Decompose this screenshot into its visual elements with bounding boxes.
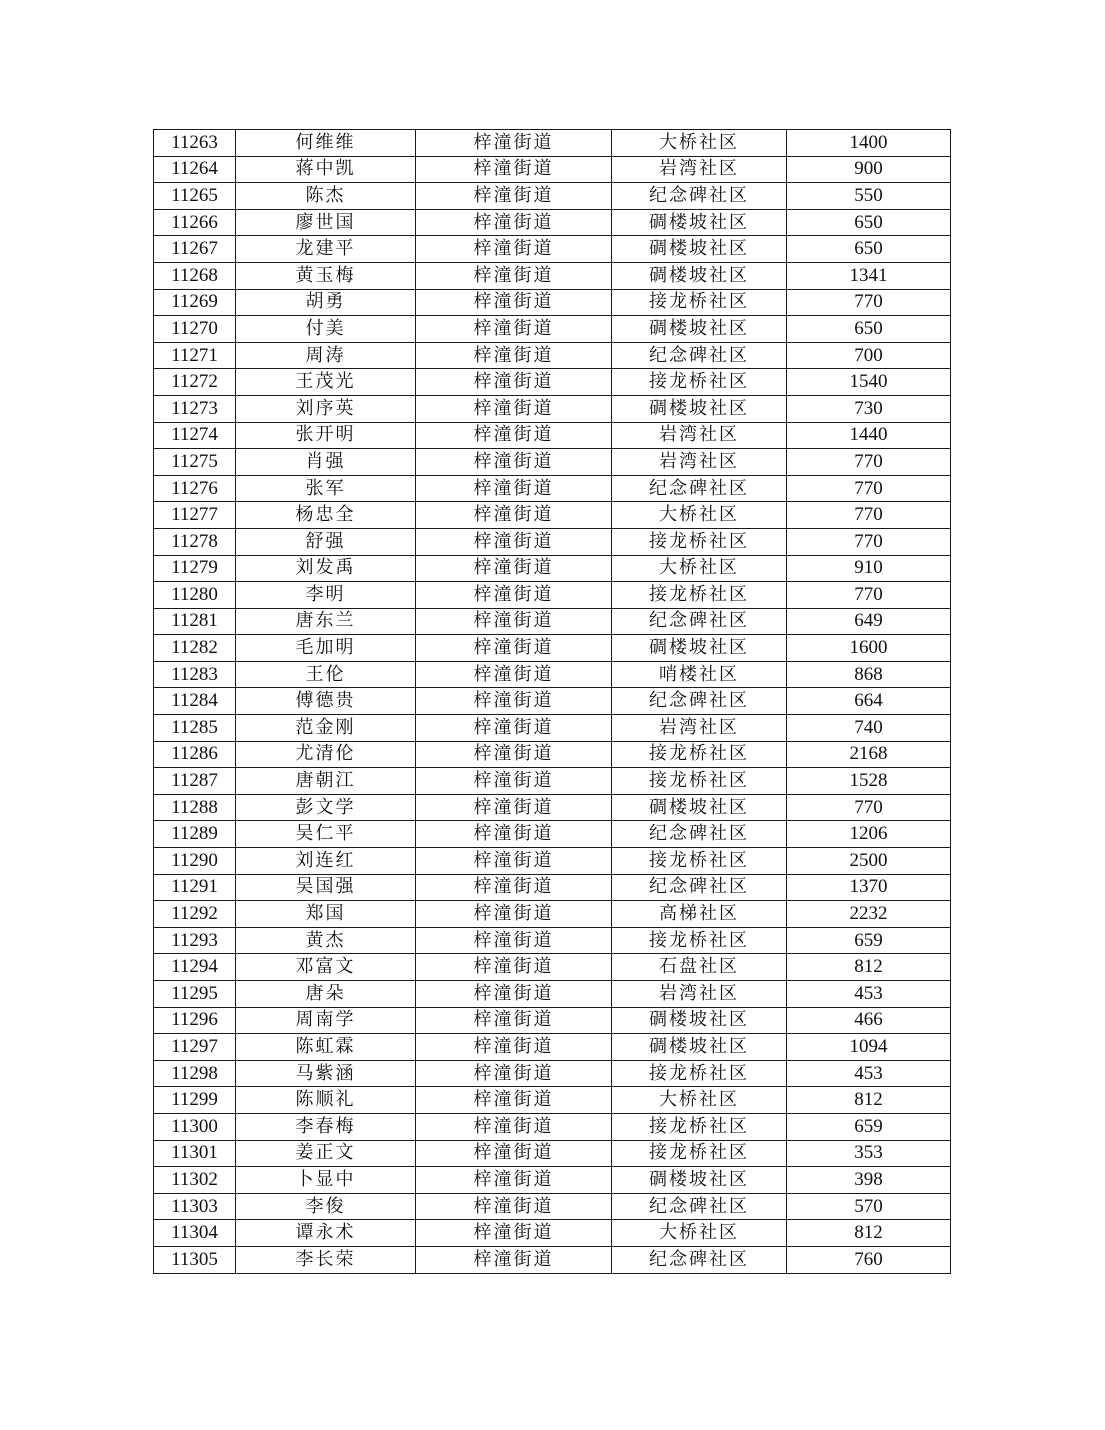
person-name-cell: 李长荣 <box>236 1246 416 1273</box>
community-cell: 碉楼坡社区 <box>612 1034 787 1061</box>
street-cell: 梓潼街道 <box>416 794 612 821</box>
street-cell: 梓潼街道 <box>416 236 612 263</box>
person-name-cell: 陈虹霖 <box>236 1034 416 1061</box>
street-cell: 梓潼街道 <box>416 1087 612 1114</box>
amount-cell: 570 <box>787 1193 951 1220</box>
person-name-cell: 李俊 <box>236 1193 416 1220</box>
row-number-cell: 11270 <box>154 316 236 343</box>
person-name-cell: 肖强 <box>236 449 416 476</box>
community-cell: 接龙桥社区 <box>612 582 787 609</box>
table-row <box>154 821 951 848</box>
records-table <box>153 129 951 1274</box>
person-name-cell: 吴仁平 <box>236 821 416 848</box>
row-number-cell: 11285 <box>154 715 236 742</box>
amount-cell: 1400 <box>787 130 951 157</box>
person-name-cell: 卜显中 <box>236 1167 416 1194</box>
street-cell: 梓潼街道 <box>416 316 612 343</box>
amount-cell: 770 <box>787 528 951 555</box>
community-cell: 接龙桥社区 <box>612 741 787 768</box>
row-number-cell: 11293 <box>154 927 236 954</box>
table-row <box>154 874 951 901</box>
row-number-cell: 11271 <box>154 342 236 369</box>
community-cell: 岩湾社区 <box>612 156 787 183</box>
table-row <box>154 289 951 316</box>
person-name-cell: 郑国 <box>236 901 416 928</box>
amount-cell: 730 <box>787 395 951 422</box>
amount-cell: 868 <box>787 661 951 688</box>
table-row <box>154 661 951 688</box>
table-row <box>154 608 951 635</box>
community-cell: 碉楼坡社区 <box>612 1007 787 1034</box>
person-name-cell: 王茂光 <box>236 369 416 396</box>
table-row <box>154 130 951 157</box>
community-cell: 碉楼坡社区 <box>612 1167 787 1194</box>
person-name-cell: 唐朝江 <box>236 768 416 795</box>
person-name-cell: 周南学 <box>236 1007 416 1034</box>
amount-cell: 812 <box>787 1220 951 1247</box>
row-number-cell: 11290 <box>154 848 236 875</box>
community-cell: 大桥社区 <box>612 502 787 529</box>
row-number-cell: 11281 <box>154 608 236 635</box>
table-row <box>154 1140 951 1167</box>
person-name-cell: 黄玉梅 <box>236 262 416 289</box>
street-cell: 梓潼街道 <box>416 395 612 422</box>
street-cell: 梓潼街道 <box>416 1060 612 1087</box>
table-row <box>154 369 951 396</box>
person-name-cell: 吴国强 <box>236 874 416 901</box>
street-cell: 梓潼街道 <box>416 635 612 662</box>
street-cell: 梓潼街道 <box>416 555 612 582</box>
row-number-cell: 11298 <box>154 1060 236 1087</box>
amount-cell: 1341 <box>787 262 951 289</box>
amount-cell: 1540 <box>787 369 951 396</box>
amount-cell: 453 <box>787 1060 951 1087</box>
row-number-cell: 11269 <box>154 289 236 316</box>
records-table-body <box>154 130 951 1274</box>
amount-cell: 2168 <box>787 741 951 768</box>
amount-cell: 1440 <box>787 422 951 449</box>
table-row <box>154 582 951 609</box>
row-number-cell: 11284 <box>154 688 236 715</box>
person-name-cell: 张军 <box>236 475 416 502</box>
row-number-cell: 11272 <box>154 369 236 396</box>
street-cell: 梓潼街道 <box>416 821 612 848</box>
street-cell: 梓潼街道 <box>416 688 612 715</box>
community-cell: 纪念碑社区 <box>612 821 787 848</box>
person-name-cell: 李明 <box>236 582 416 609</box>
amount-cell: 2232 <box>787 901 951 928</box>
street-cell: 梓潼街道 <box>416 1007 612 1034</box>
amount-cell: 659 <box>787 927 951 954</box>
person-name-cell: 廖世国 <box>236 209 416 236</box>
street-cell: 梓潼街道 <box>416 927 612 954</box>
person-name-cell: 尤清伦 <box>236 741 416 768</box>
person-name-cell: 谭永术 <box>236 1220 416 1247</box>
community-cell: 大桥社区 <box>612 1220 787 1247</box>
amount-cell: 700 <box>787 342 951 369</box>
community-cell: 纪念碑社区 <box>612 1193 787 1220</box>
amount-cell: 812 <box>787 1087 951 1114</box>
community-cell: 纪念碑社区 <box>612 874 787 901</box>
street-cell: 梓潼街道 <box>416 502 612 529</box>
street-cell: 梓潼街道 <box>416 342 612 369</box>
amount-cell: 812 <box>787 954 951 981</box>
table-row <box>154 449 951 476</box>
table-row <box>154 156 951 183</box>
amount-cell: 770 <box>787 475 951 502</box>
community-cell: 接龙桥社区 <box>612 1060 787 1087</box>
table-row <box>154 688 951 715</box>
street-cell: 梓潼街道 <box>416 449 612 476</box>
street-cell: 梓潼街道 <box>416 183 612 210</box>
amount-cell: 2500 <box>787 848 951 875</box>
amount-cell: 1370 <box>787 874 951 901</box>
amount-cell: 650 <box>787 316 951 343</box>
community-cell: 接龙桥社区 <box>612 768 787 795</box>
person-name-cell: 蒋中凯 <box>236 156 416 183</box>
person-name-cell: 彭文学 <box>236 794 416 821</box>
amount-cell: 760 <box>787 1246 951 1273</box>
amount-cell: 466 <box>787 1007 951 1034</box>
row-number-cell: 11289 <box>154 821 236 848</box>
amount-cell: 550 <box>787 183 951 210</box>
community-cell: 纪念碑社区 <box>612 688 787 715</box>
table-row <box>154 981 951 1008</box>
person-name-cell: 何维维 <box>236 130 416 157</box>
person-name-cell: 范金刚 <box>236 715 416 742</box>
person-name-cell: 杨忠全 <box>236 502 416 529</box>
street-cell: 梓潼街道 <box>416 1167 612 1194</box>
community-cell: 大桥社区 <box>612 130 787 157</box>
community-cell: 岩湾社区 <box>612 422 787 449</box>
street-cell: 梓潼街道 <box>416 1034 612 1061</box>
table-row <box>154 342 951 369</box>
row-number-cell: 11291 <box>154 874 236 901</box>
row-number-cell: 11303 <box>154 1193 236 1220</box>
amount-cell: 659 <box>787 1113 951 1140</box>
table-row <box>154 1193 951 1220</box>
row-number-cell: 11275 <box>154 449 236 476</box>
table-row <box>154 715 951 742</box>
person-name-cell: 龙建平 <box>236 236 416 263</box>
person-name-cell: 邓富文 <box>236 954 416 981</box>
table-row <box>154 183 951 210</box>
street-cell: 梓潼街道 <box>416 661 612 688</box>
street-cell: 梓潼街道 <box>416 768 612 795</box>
amount-cell: 1600 <box>787 635 951 662</box>
amount-cell: 650 <box>787 209 951 236</box>
row-number-cell: 11301 <box>154 1140 236 1167</box>
amount-cell: 650 <box>787 236 951 263</box>
table-row <box>154 1246 951 1273</box>
table-row <box>154 555 951 582</box>
community-cell: 碉楼坡社区 <box>612 262 787 289</box>
community-cell: 接龙桥社区 <box>612 848 787 875</box>
row-number-cell: 11296 <box>154 1007 236 1034</box>
row-number-cell: 11266 <box>154 209 236 236</box>
row-number-cell: 11305 <box>154 1246 236 1273</box>
street-cell: 梓潼街道 <box>416 289 612 316</box>
street-cell: 梓潼街道 <box>416 369 612 396</box>
table-row <box>154 794 951 821</box>
street-cell: 梓潼街道 <box>416 901 612 928</box>
row-number-cell: 11288 <box>154 794 236 821</box>
person-name-cell: 付美 <box>236 316 416 343</box>
table-row <box>154 848 951 875</box>
row-number-cell: 11274 <box>154 422 236 449</box>
amount-cell: 453 <box>787 981 951 1008</box>
community-cell: 接龙桥社区 <box>612 1113 787 1140</box>
table-row <box>154 422 951 449</box>
table-row <box>154 209 951 236</box>
amount-cell: 770 <box>787 794 951 821</box>
street-cell: 梓潼街道 <box>416 1220 612 1247</box>
community-cell: 大桥社区 <box>612 1087 787 1114</box>
row-number-cell: 11265 <box>154 183 236 210</box>
row-number-cell: 11292 <box>154 901 236 928</box>
table-row <box>154 768 951 795</box>
person-name-cell: 唐东兰 <box>236 608 416 635</box>
street-cell: 梓潼街道 <box>416 715 612 742</box>
person-name-cell: 张开明 <box>236 422 416 449</box>
table-row <box>154 1113 951 1140</box>
table-row <box>154 741 951 768</box>
row-number-cell: 11273 <box>154 395 236 422</box>
person-name-cell: 胡勇 <box>236 289 416 316</box>
row-number-cell: 11268 <box>154 262 236 289</box>
community-cell: 岩湾社区 <box>612 449 787 476</box>
street-cell: 梓潼街道 <box>416 582 612 609</box>
table-row <box>154 1060 951 1087</box>
row-number-cell: 11283 <box>154 661 236 688</box>
community-cell: 纪念碑社区 <box>612 183 787 210</box>
person-name-cell: 李春梅 <box>236 1113 416 1140</box>
community-cell: 碉楼坡社区 <box>612 635 787 662</box>
street-cell: 梓潼街道 <box>416 528 612 555</box>
table-row <box>154 528 951 555</box>
row-number-cell: 11300 <box>154 1113 236 1140</box>
street-cell: 梓潼街道 <box>416 1246 612 1273</box>
table-row <box>154 1087 951 1114</box>
community-cell: 岩湾社区 <box>612 981 787 1008</box>
person-name-cell: 唐朵 <box>236 981 416 1008</box>
person-name-cell: 姜正文 <box>236 1140 416 1167</box>
person-name-cell: 舒强 <box>236 528 416 555</box>
row-number-cell: 11287 <box>154 768 236 795</box>
person-name-cell: 陈杰 <box>236 183 416 210</box>
street-cell: 梓潼街道 <box>416 262 612 289</box>
community-cell: 接龙桥社区 <box>612 528 787 555</box>
amount-cell: 664 <box>787 688 951 715</box>
community-cell: 碉楼坡社区 <box>612 794 787 821</box>
community-cell: 纪念碑社区 <box>612 608 787 635</box>
row-number-cell: 11279 <box>154 555 236 582</box>
amount-cell: 770 <box>787 582 951 609</box>
community-cell: 岩湾社区 <box>612 715 787 742</box>
amount-cell: 910 <box>787 555 951 582</box>
community-cell: 碉楼坡社区 <box>612 209 787 236</box>
street-cell: 梓潼街道 <box>416 608 612 635</box>
row-number-cell: 11267 <box>154 236 236 263</box>
amount-cell: 1528 <box>787 768 951 795</box>
street-cell: 梓潼街道 <box>416 130 612 157</box>
amount-cell: 770 <box>787 289 951 316</box>
community-cell: 接龙桥社区 <box>612 369 787 396</box>
table-row <box>154 954 951 981</box>
person-name-cell: 王伦 <box>236 661 416 688</box>
street-cell: 梓潼街道 <box>416 874 612 901</box>
community-cell: 接龙桥社区 <box>612 1140 787 1167</box>
amount-cell: 770 <box>787 449 951 476</box>
row-number-cell: 11304 <box>154 1220 236 1247</box>
person-name-cell: 马紫涵 <box>236 1060 416 1087</box>
row-number-cell: 11277 <box>154 502 236 529</box>
person-name-cell: 陈顺礼 <box>236 1087 416 1114</box>
table-row <box>154 635 951 662</box>
row-number-cell: 11278 <box>154 528 236 555</box>
table-row <box>154 502 951 529</box>
row-number-cell: 11294 <box>154 954 236 981</box>
table-row <box>154 316 951 343</box>
person-name-cell: 周涛 <box>236 342 416 369</box>
table-row <box>154 1167 951 1194</box>
table-row <box>154 1220 951 1247</box>
person-name-cell: 黄杰 <box>236 927 416 954</box>
street-cell: 梓潼街道 <box>416 422 612 449</box>
community-cell: 石盘社区 <box>612 954 787 981</box>
row-number-cell: 11280 <box>154 582 236 609</box>
row-number-cell: 11282 <box>154 635 236 662</box>
street-cell: 梓潼街道 <box>416 1140 612 1167</box>
amount-cell: 770 <box>787 502 951 529</box>
table-row <box>154 901 951 928</box>
table-row <box>154 1007 951 1034</box>
street-cell: 梓潼街道 <box>416 954 612 981</box>
amount-cell: 649 <box>787 608 951 635</box>
records-table-container <box>153 129 950 1274</box>
person-name-cell: 刘发禹 <box>236 555 416 582</box>
table-row <box>154 927 951 954</box>
row-number-cell: 11299 <box>154 1087 236 1114</box>
row-number-cell: 11297 <box>154 1034 236 1061</box>
community-cell: 哨楼社区 <box>612 661 787 688</box>
amount-cell: 900 <box>787 156 951 183</box>
street-cell: 梓潼街道 <box>416 156 612 183</box>
amount-cell: 398 <box>787 1167 951 1194</box>
row-number-cell: 11263 <box>154 130 236 157</box>
person-name-cell: 傅德贵 <box>236 688 416 715</box>
row-number-cell: 11264 <box>154 156 236 183</box>
community-cell: 大桥社区 <box>612 555 787 582</box>
community-cell: 碉楼坡社区 <box>612 316 787 343</box>
row-number-cell: 11302 <box>154 1167 236 1194</box>
amount-cell: 353 <box>787 1140 951 1167</box>
amount-cell: 740 <box>787 715 951 742</box>
street-cell: 梓潼街道 <box>416 741 612 768</box>
table-row <box>154 236 951 263</box>
street-cell: 梓潼街道 <box>416 209 612 236</box>
row-number-cell: 11295 <box>154 981 236 1008</box>
street-cell: 梓潼街道 <box>416 848 612 875</box>
community-cell: 纪念碑社区 <box>612 1246 787 1273</box>
table-row <box>154 395 951 422</box>
amount-cell: 1206 <box>787 821 951 848</box>
community-cell: 接龙桥社区 <box>612 289 787 316</box>
street-cell: 梓潼街道 <box>416 981 612 1008</box>
community-cell: 纪念碑社区 <box>612 475 787 502</box>
person-name-cell: 刘序英 <box>236 395 416 422</box>
community-cell: 接龙桥社区 <box>612 927 787 954</box>
community-cell: 高梯社区 <box>612 901 787 928</box>
person-name-cell: 刘连红 <box>236 848 416 875</box>
row-number-cell: 11276 <box>154 475 236 502</box>
street-cell: 梓潼街道 <box>416 475 612 502</box>
community-cell: 纪念碑社区 <box>612 342 787 369</box>
amount-cell: 1094 <box>787 1034 951 1061</box>
table-row <box>154 262 951 289</box>
street-cell: 梓潼街道 <box>416 1193 612 1220</box>
table-row <box>154 1034 951 1061</box>
community-cell: 碉楼坡社区 <box>612 395 787 422</box>
row-number-cell: 11286 <box>154 741 236 768</box>
person-name-cell: 毛加明 <box>236 635 416 662</box>
community-cell: 碉楼坡社区 <box>612 236 787 263</box>
table-row <box>154 475 951 502</box>
street-cell: 梓潼街道 <box>416 1113 612 1140</box>
